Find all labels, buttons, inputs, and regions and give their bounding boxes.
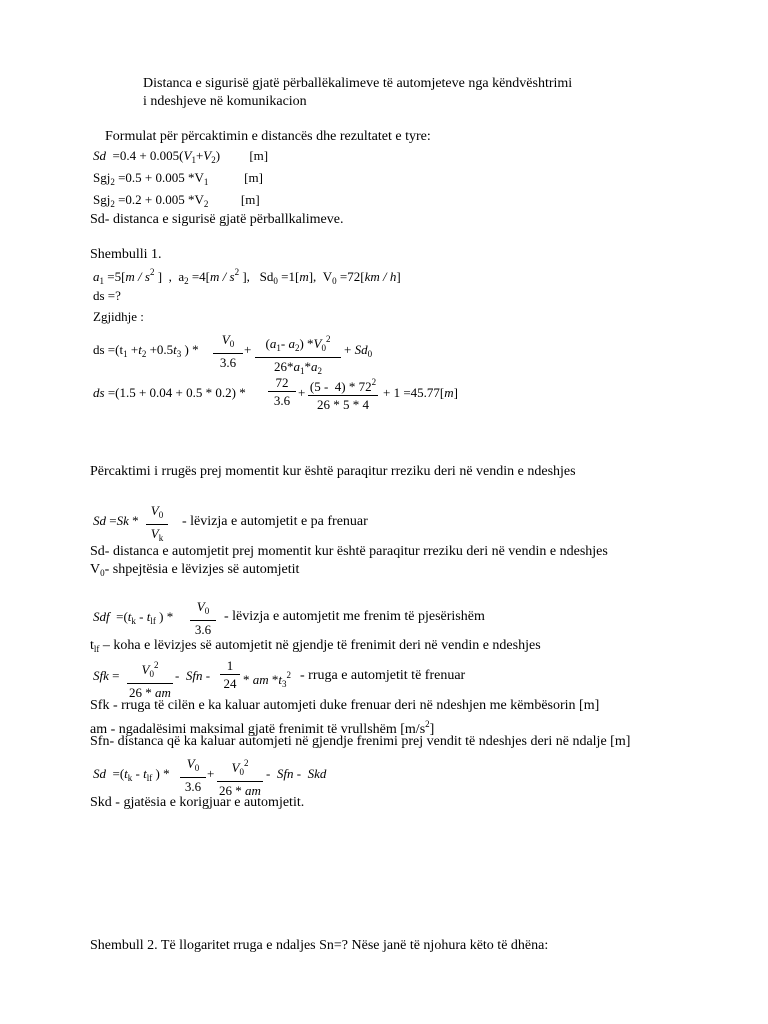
sd-definition: Sd- distanca e sigurisë gjatë përballkalimeve. xyxy=(90,212,344,227)
formula-sgj1: Sgj$_2$ =0.5 + 0.005 $*V_1$ [m] xyxy=(93,170,263,187)
plus-sign-2: + xyxy=(298,385,306,400)
minus-sfn: - Sfn - xyxy=(175,668,211,683)
given-values: $a_1 =5[m / s^2$ ] , $a_2 =4[m / s^2$ ], $Sd_0 =1[m]$, $V_0 =72[km / h]$ xyxy=(93,267,401,286)
ds-unknown: ds =? xyxy=(93,288,121,303)
sfn-line: Sfn- distanca që ka kaluar automjeti në gjendje frenimi prej vendit të ndeshjes deri në ndalje [m] xyxy=(90,734,631,749)
example-2-heading: Shembull 2. Të llogaritet rruga e ndaljes Sn=? Nëse janë të njohura këto të dhëna: xyxy=(90,938,549,953)
sdf-formula: Sdf $=(t_k - t_{lf}$ ) * xyxy=(93,609,174,626)
fraction-a-v0: ($a_1-$ $a_2$) $*V_0^2$ $26*a_1*a_2$ xyxy=(255,332,341,379)
title-line-2: i ndeshjeve në komunikacion xyxy=(143,94,307,109)
title-line-1: Distanca e sigurisë gjatë përballëkalimeve të automjeteve nga këndvështrimi xyxy=(143,76,573,91)
section-2-heading: Përcaktimi i rrugës prej momentit kur është paraqitur rreziku deri në vendin e ndeshjes xyxy=(90,464,576,479)
skd-line: Skd - gjatësia e korigjuar e automjetit. xyxy=(90,795,305,810)
desc-sfk: - rruga e automjetit të frenuar xyxy=(300,668,466,683)
sd-final-formula: $Sd =(t_k - t_{lf}$ ) * xyxy=(93,766,170,783)
formulas-intro: Formulat për përcaktimin e distancës dhe rezultatet e tyre: xyxy=(105,129,431,144)
am-line-text: am - ngadalësimi maksimal gjatë frenimit të vrullshëm [m/s xyxy=(90,722,426,737)
minus-sfn-skd: - Sfn - Skd xyxy=(266,766,327,781)
am-t3-term: * am $*t_3^2$ xyxy=(243,670,292,689)
fraction-v0sq-26am-b: $V_0^2$ 26 * am xyxy=(217,756,263,798)
example-1-heading: Shembulli 1. xyxy=(90,247,162,262)
fraction-72-36: 72 3.6 xyxy=(268,375,296,408)
fraction-1-24: 1 24 xyxy=(220,658,240,691)
sfk-line: Sfk - rruga të cilën e ka kaluar automjeti duke frenuar deri në ndeshjen me këmbësorin [m] xyxy=(90,698,600,713)
v0-line-text: - shpejtësia e lëvizjes së automjetit xyxy=(104,562,300,577)
sd-line: Sd- distanca e automjetit prej momentit kur është paraqitur rreziku deri në vendin e ndeshjes xyxy=(90,544,608,559)
plus-sign-3: + xyxy=(207,766,215,781)
sd-sk-formula: Sd =Sk * xyxy=(93,513,139,528)
fraction-v0-36-b: $V_0$ 3.6 xyxy=(190,599,216,637)
solution-label: Zgjidhje : xyxy=(93,309,144,324)
tlf-line-text: – koha e lëvizjes së automjetit në gjendje të frenimit deri në vendin e ndeshjes xyxy=(99,638,541,653)
fraction-v0-36-c: $V_0$ 3.6 xyxy=(180,756,206,794)
v0-line: $V_0-$ shpejtësia e lëvizjes së automjetit xyxy=(90,562,300,578)
ds-numeric-left: ds =(1.5 + 0.04 + 0.5 * 0.2) * xyxy=(93,385,246,400)
fraction-v0sq-26am: $V_0^2$ 26 * am xyxy=(127,658,173,700)
formula-sd: $Sd =0.4 + 0.005(V_1+V_2)$ [m] xyxy=(93,148,269,165)
ds-formula-left: ds $=(t_1 +t_2 +0.5t_3$ ) * xyxy=(93,342,199,359)
fraction-v0-vk: $V_0$ $V_k$ xyxy=(146,503,168,546)
plus-sd0: + $Sd_0$ xyxy=(344,342,373,359)
ds-result: + 1 =45.77[m] xyxy=(383,385,458,400)
am-line: am - ngadalësimi maksimal gjatë frenimit të vrullshëm $[m/s^2]$ xyxy=(90,719,435,737)
fraction-v0-36: $V_0$ 3.6 xyxy=(213,332,243,370)
tlf-line: $t_{lf}$ – koha e lëvizjes së automjetit në gjendje të frenimit deri në vendin e ndeshjes xyxy=(90,638,541,654)
sfk-formula: Sfk = xyxy=(93,668,120,683)
formula-sgj2: Sgj$_2$ =0.2 + 0.005 $*V_2$ [m] xyxy=(93,192,260,209)
desc-sd-unbraked: - lëvizja e automjetit e pa frenuar xyxy=(182,514,368,529)
fraction-numeric: $(5 - 4) * 72^2$ 26 * 5 * 4 xyxy=(309,377,377,412)
plus-sign: + xyxy=(244,342,252,357)
desc-sdf: - lëvizja e automjetit me frenim të pjesërishëm xyxy=(224,609,485,624)
